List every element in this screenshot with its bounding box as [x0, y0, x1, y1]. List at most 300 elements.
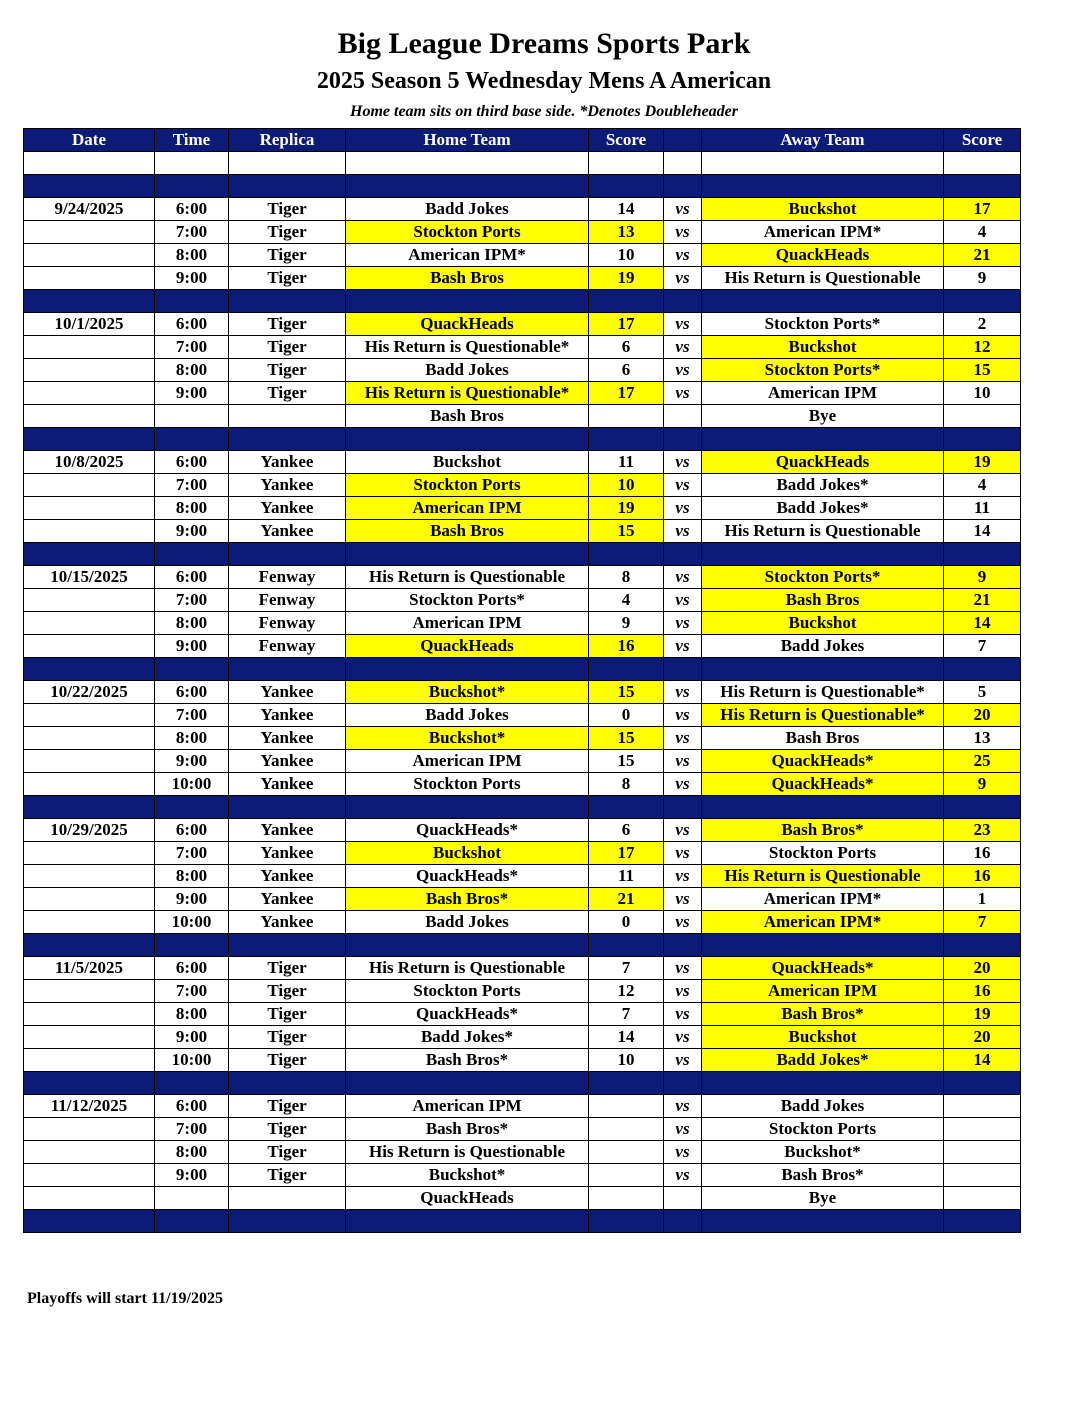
separator-cell	[944, 934, 1021, 957]
away-team-cell: American IPM*	[702, 221, 944, 244]
separator-cell	[346, 934, 589, 957]
home-score-cell: 12	[589, 980, 664, 1003]
game-row	[24, 474, 1021, 497]
home-team-cell: Buckshot	[346, 451, 589, 474]
away-score-cell	[944, 1187, 1021, 1210]
separator-cell	[664, 796, 702, 819]
home-score-cell: 15	[589, 681, 664, 704]
home-team-cell: QuackHeads	[346, 313, 589, 336]
home-score-cell: 0	[589, 704, 664, 727]
separator-cell	[944, 1072, 1021, 1095]
separator-cell	[702, 543, 944, 566]
vs-cell	[664, 1187, 702, 1210]
game-row	[24, 382, 1021, 405]
game-row	[24, 198, 1021, 221]
replica-cell: Yankee	[229, 474, 346, 497]
time-cell: 8:00	[155, 727, 229, 750]
away-score-cell: 14	[944, 612, 1021, 635]
date-cell: 10/8/2025	[24, 451, 155, 474]
separator-cell	[229, 658, 346, 681]
replica-cell: Fenway	[229, 566, 346, 589]
replica-cell: Tiger	[229, 267, 346, 290]
separator-cell	[155, 1210, 229, 1233]
game-row	[24, 1095, 1021, 1118]
time-cell: 7:00	[155, 221, 229, 244]
replica-cell: Yankee	[229, 750, 346, 773]
game-row	[24, 244, 1021, 267]
separator-cell	[155, 796, 229, 819]
game-row	[24, 359, 1021, 382]
away-team-cell: Bash Bros	[702, 727, 944, 750]
separator-cell	[589, 1072, 664, 1095]
away-score-cell	[944, 1164, 1021, 1187]
away-team-cell: His Return is Questionable*	[702, 704, 944, 727]
vs-cell: vs	[664, 727, 702, 750]
away-team-cell: Buckshot	[702, 336, 944, 359]
away-score-cell: 4	[944, 474, 1021, 497]
away-score-cell: 21	[944, 589, 1021, 612]
game-row	[24, 1003, 1021, 1026]
vs-cell: vs	[664, 313, 702, 336]
week-separator-row	[24, 290, 1021, 313]
away-team-cell: Badd Jokes	[702, 1095, 944, 1118]
away-team-cell: Stockton Ports	[702, 842, 944, 865]
date-cell	[24, 704, 155, 727]
blank-cell	[589, 152, 664, 175]
replica-cell: Yankee	[229, 727, 346, 750]
week-separator-row	[24, 658, 1021, 681]
date-cell	[24, 635, 155, 658]
date-cell	[24, 612, 155, 635]
separator-cell	[229, 543, 346, 566]
separator-cell	[589, 428, 664, 451]
home-team-cell: Buckshot*	[346, 681, 589, 704]
date-cell	[24, 1049, 155, 1072]
separator-cell	[944, 290, 1021, 313]
vs-cell: vs	[664, 382, 702, 405]
week-separator-row	[24, 543, 1021, 566]
vs-cell: vs	[664, 520, 702, 543]
replica-cell: Yankee	[229, 911, 346, 934]
blank-cell	[664, 152, 702, 175]
home-score-cell: 13	[589, 221, 664, 244]
time-cell: 9:00	[155, 520, 229, 543]
time-cell: 9:00	[155, 267, 229, 290]
home-score-cell: 7	[589, 957, 664, 980]
away-team-cell: QuackHeads	[702, 244, 944, 267]
home-score-cell: 10	[589, 244, 664, 267]
home-team-cell: Stockton Ports*	[346, 589, 589, 612]
replica-cell: Yankee	[229, 888, 346, 911]
time-cell	[155, 1187, 229, 1210]
date-cell	[24, 842, 155, 865]
game-row	[24, 865, 1021, 888]
vs-cell: vs	[664, 750, 702, 773]
vs-cell: vs	[664, 497, 702, 520]
separator-cell	[24, 175, 155, 198]
home-team-cell: Stockton Ports	[346, 221, 589, 244]
separator-cell	[346, 1072, 589, 1095]
replica-cell: Tiger	[229, 244, 346, 267]
away-team-cell: American IPM*	[702, 888, 944, 911]
away-team-cell: Buckshot	[702, 198, 944, 221]
replica-cell: Tiger	[229, 957, 346, 980]
schedule-note: Home team sits on third base side. *Denotes Doubleheader	[350, 103, 738, 120]
away-team-cell: Buckshot*	[702, 1141, 944, 1164]
time-cell: 10:00	[155, 911, 229, 934]
home-team-cell: Bash Bros	[346, 520, 589, 543]
home-team-cell: QuackHeads*	[346, 819, 589, 842]
vs-cell: vs	[664, 566, 702, 589]
away-score-cell: 20	[944, 1026, 1021, 1049]
replica-cell: Tiger	[229, 336, 346, 359]
replica-cell: Tiger	[229, 382, 346, 405]
away-score-cell: 21	[944, 244, 1021, 267]
away-team-cell: Buckshot	[702, 1026, 944, 1049]
home-team-cell: American IPM*	[346, 244, 589, 267]
away-score-cell: 25	[944, 750, 1021, 773]
away-score-cell: 9	[944, 773, 1021, 796]
game-row	[24, 313, 1021, 336]
col-date: Date	[24, 129, 155, 152]
game-row	[24, 1164, 1021, 1187]
vs-cell: vs	[664, 1095, 702, 1118]
schedule-body	[24, 152, 1021, 1233]
vs-cell: vs	[664, 612, 702, 635]
home-team-cell: His Return is Questionable	[346, 1141, 589, 1164]
home-team-cell: Bash Bros	[346, 267, 589, 290]
home-team-cell: Badd Jokes	[346, 198, 589, 221]
replica-cell: Fenway	[229, 612, 346, 635]
date-cell: 11/12/2025	[24, 1095, 155, 1118]
blank-cell	[24, 152, 155, 175]
week-separator-row	[24, 175, 1021, 198]
date-cell	[24, 474, 155, 497]
time-cell	[155, 405, 229, 428]
home-score-cell: 14	[589, 1026, 664, 1049]
blank-cell	[944, 152, 1021, 175]
blank-cell	[346, 152, 589, 175]
separator-cell	[702, 1210, 944, 1233]
separator-cell	[589, 796, 664, 819]
away-score-cell	[944, 405, 1021, 428]
home-score-cell	[589, 1164, 664, 1187]
time-cell: 8:00	[155, 244, 229, 267]
time-cell: 8:00	[155, 1141, 229, 1164]
time-cell: 8:00	[155, 612, 229, 635]
time-cell: 9:00	[155, 635, 229, 658]
home-score-cell: 21	[589, 888, 664, 911]
game-row	[24, 612, 1021, 635]
away-team-cell: Badd Jokes*	[702, 474, 944, 497]
separator-cell	[702, 175, 944, 198]
away-team-cell: QuackHeads	[702, 451, 944, 474]
away-team-cell: QuackHeads*	[702, 750, 944, 773]
game-row	[24, 704, 1021, 727]
separator-cell	[944, 658, 1021, 681]
separator-cell	[24, 1210, 155, 1233]
vs-cell: vs	[664, 1049, 702, 1072]
date-cell	[24, 865, 155, 888]
vs-cell: vs	[664, 888, 702, 911]
home-team-cell: QuackHeads*	[346, 865, 589, 888]
vs-cell: vs	[664, 1003, 702, 1026]
away-score-cell: 10	[944, 382, 1021, 405]
away-team-cell: Stockton Ports*	[702, 313, 944, 336]
date-cell	[24, 1141, 155, 1164]
vs-cell: vs	[664, 980, 702, 1003]
vs-cell: vs	[664, 589, 702, 612]
separator-cell	[589, 175, 664, 198]
home-score-cell: 11	[589, 451, 664, 474]
home-team-cell: Buckshot*	[346, 1164, 589, 1187]
separator-cell	[155, 658, 229, 681]
date-cell	[24, 382, 155, 405]
col-away-team: Away Team	[702, 129, 944, 152]
separator-cell	[346, 796, 589, 819]
vs-cell: vs	[664, 1026, 702, 1049]
separator-cell	[664, 428, 702, 451]
home-team-cell: Bash Bros*	[346, 888, 589, 911]
separator-cell	[24, 658, 155, 681]
separator-cell	[702, 290, 944, 313]
home-score-cell	[589, 1095, 664, 1118]
separator-cell	[702, 1072, 944, 1095]
separator-cell	[664, 543, 702, 566]
home-score-cell: 17	[589, 313, 664, 336]
away-score-cell: 19	[944, 1003, 1021, 1026]
away-team-cell: Bash Bros*	[702, 1164, 944, 1187]
home-team-cell: Stockton Ports	[346, 773, 589, 796]
separator-cell	[702, 934, 944, 957]
game-row	[24, 635, 1021, 658]
time-cell: 6:00	[155, 313, 229, 336]
time-cell: 9:00	[155, 750, 229, 773]
game-row	[24, 773, 1021, 796]
replica-cell	[229, 1187, 346, 1210]
replica-cell: Tiger	[229, 1003, 346, 1026]
blank-row	[24, 152, 1021, 175]
replica-cell: Tiger	[229, 221, 346, 244]
replica-cell: Tiger	[229, 1049, 346, 1072]
away-score-cell: 17	[944, 198, 1021, 221]
away-score-cell: 7	[944, 911, 1021, 934]
replica-cell: Yankee	[229, 773, 346, 796]
separator-cell	[24, 428, 155, 451]
date-cell: 10/15/2025	[24, 566, 155, 589]
separator-cell	[229, 290, 346, 313]
game-row	[24, 1049, 1021, 1072]
col-away-score: Score	[944, 129, 1021, 152]
separator-cell	[702, 658, 944, 681]
separator-cell	[346, 175, 589, 198]
replica-cell	[229, 405, 346, 428]
separator-cell	[589, 543, 664, 566]
vs-cell: vs	[664, 681, 702, 704]
home-score-cell: 14	[589, 198, 664, 221]
time-cell: 6:00	[155, 198, 229, 221]
time-cell: 9:00	[155, 382, 229, 405]
home-team-cell: Buckshot	[346, 842, 589, 865]
home-score-cell: 7	[589, 1003, 664, 1026]
replica-cell: Yankee	[229, 842, 346, 865]
separator-cell	[24, 543, 155, 566]
game-row	[24, 681, 1021, 704]
away-score-cell: 16	[944, 865, 1021, 888]
time-cell: 7:00	[155, 842, 229, 865]
away-score-cell	[944, 1095, 1021, 1118]
away-team-cell: His Return is Questionable*	[702, 681, 944, 704]
away-team-cell: Stockton Ports*	[702, 359, 944, 382]
game-row	[24, 1026, 1021, 1049]
week-separator-row	[24, 934, 1021, 957]
game-row	[24, 911, 1021, 934]
home-score-cell: 16	[589, 635, 664, 658]
separator-cell	[944, 428, 1021, 451]
separator-cell	[664, 175, 702, 198]
vs-cell: vs	[664, 1141, 702, 1164]
vs-cell: vs	[664, 221, 702, 244]
date-cell	[24, 520, 155, 543]
blank-cell	[702, 152, 944, 175]
away-score-cell: 12	[944, 336, 1021, 359]
away-team-cell: Badd Jokes*	[702, 497, 944, 520]
col-replica: Replica	[229, 129, 346, 152]
week-separator-row	[24, 1072, 1021, 1095]
home-score-cell: 17	[589, 382, 664, 405]
home-score-cell	[589, 1187, 664, 1210]
time-cell: 7:00	[155, 336, 229, 359]
replica-cell: Tiger	[229, 1164, 346, 1187]
date-cell: 9/24/2025	[24, 198, 155, 221]
date-cell: 11/5/2025	[24, 957, 155, 980]
replica-cell: Tiger	[229, 198, 346, 221]
game-row	[24, 727, 1021, 750]
home-team-cell: Badd Jokes*	[346, 1026, 589, 1049]
home-score-cell: 9	[589, 612, 664, 635]
away-team-cell: Badd Jokes*	[702, 1049, 944, 1072]
date-cell	[24, 773, 155, 796]
replica-cell: Yankee	[229, 865, 346, 888]
separator-cell	[664, 1072, 702, 1095]
home-score-cell: 6	[589, 336, 664, 359]
separator-cell	[944, 1210, 1021, 1233]
date-cell	[24, 1187, 155, 1210]
date-cell	[24, 405, 155, 428]
vs-cell: vs	[664, 842, 702, 865]
separator-cell	[664, 658, 702, 681]
home-score-cell: 15	[589, 727, 664, 750]
separator-cell	[589, 934, 664, 957]
date-cell	[24, 221, 155, 244]
separator-cell	[155, 175, 229, 198]
separator-cell	[155, 934, 229, 957]
time-cell: 6:00	[155, 566, 229, 589]
away-team-cell: Bash Bros*	[702, 1003, 944, 1026]
vs-cell: vs	[664, 773, 702, 796]
separator-cell	[346, 428, 589, 451]
date-cell	[24, 750, 155, 773]
page-subtitle: 2025 Season 5 Wednesday Mens A American	[316, 68, 772, 94]
game-row	[24, 957, 1021, 980]
home-team-cell: His Return is Questionable	[346, 957, 589, 980]
separator-cell	[944, 543, 1021, 566]
home-score-cell: 19	[589, 497, 664, 520]
separator-cell	[155, 543, 229, 566]
home-score-cell: 4	[589, 589, 664, 612]
date-cell	[24, 1026, 155, 1049]
away-score-cell: 19	[944, 451, 1021, 474]
home-score-cell	[589, 1141, 664, 1164]
replica-cell: Tiger	[229, 980, 346, 1003]
away-score-cell: 14	[944, 1049, 1021, 1072]
date-cell: 10/1/2025	[24, 313, 155, 336]
home-score-cell: 15	[589, 750, 664, 773]
home-team-cell: His Return is Questionable*	[346, 336, 589, 359]
time-cell: 10:00	[155, 1049, 229, 1072]
separator-cell	[24, 934, 155, 957]
vs-cell: vs	[664, 336, 702, 359]
date-cell	[24, 980, 155, 1003]
separator-cell	[229, 428, 346, 451]
date-cell	[24, 359, 155, 382]
date-cell	[24, 336, 155, 359]
away-score-cell	[944, 1141, 1021, 1164]
separator-cell	[944, 796, 1021, 819]
time-cell: 10:00	[155, 773, 229, 796]
home-score-cell: 8	[589, 566, 664, 589]
time-cell: 9:00	[155, 888, 229, 911]
schedule-table	[23, 128, 1021, 1233]
vs-cell: vs	[664, 359, 702, 382]
date-cell	[24, 888, 155, 911]
home-team-cell: His Return is Questionable*	[346, 382, 589, 405]
away-team-cell: Bye	[702, 1187, 944, 1210]
home-team-cell: American IPM	[346, 1095, 589, 1118]
home-score-cell: 15	[589, 520, 664, 543]
away-score-cell: 9	[944, 566, 1021, 589]
week-separator-row	[24, 796, 1021, 819]
vs-cell: vs	[664, 267, 702, 290]
date-cell	[24, 1164, 155, 1187]
away-team-cell: His Return is Questionable	[702, 267, 944, 290]
col-time: Time	[155, 129, 229, 152]
home-team-cell: Bash Bros*	[346, 1118, 589, 1141]
home-score-cell	[589, 405, 664, 428]
separator-cell	[589, 1210, 664, 1233]
date-cell: 10/29/2025	[24, 819, 155, 842]
home-score-cell: 11	[589, 865, 664, 888]
away-score-cell: 23	[944, 819, 1021, 842]
replica-cell: Yankee	[229, 520, 346, 543]
vs-cell: vs	[664, 474, 702, 497]
vs-cell: vs	[664, 198, 702, 221]
away-team-cell: QuackHeads*	[702, 957, 944, 980]
col-home-team: Home Team	[346, 129, 589, 152]
time-cell: 6:00	[155, 957, 229, 980]
home-score-cell: 10	[589, 474, 664, 497]
game-row	[24, 336, 1021, 359]
away-team-cell: His Return is Questionable	[702, 520, 944, 543]
home-team-cell: Bash Bros*	[346, 1049, 589, 1072]
home-team-cell: QuackHeads	[346, 1187, 589, 1210]
replica-cell: Yankee	[229, 704, 346, 727]
away-team-cell: His Return is Questionable	[702, 865, 944, 888]
date-cell	[24, 244, 155, 267]
replica-cell: Fenway	[229, 589, 346, 612]
date-cell	[24, 589, 155, 612]
vs-cell: vs	[664, 1118, 702, 1141]
